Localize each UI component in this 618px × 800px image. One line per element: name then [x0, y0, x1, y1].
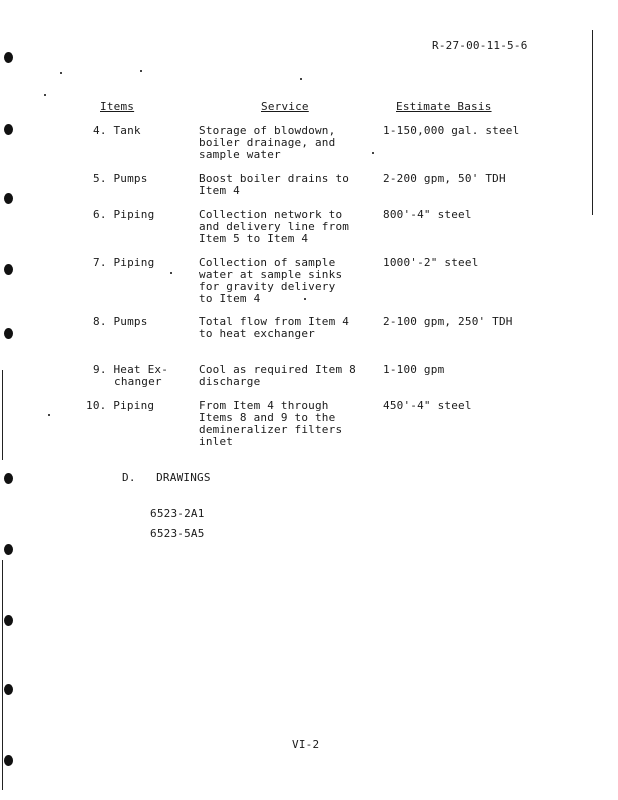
punch-hole-mark: [4, 615, 13, 626]
punch-hole-mark: [4, 328, 13, 339]
scan-speck: [304, 298, 306, 300]
row-item: 5. Pumps: [93, 172, 148, 185]
drawing-number: 6523-5A5: [150, 527, 205, 540]
row-item-continued: changer: [114, 375, 162, 388]
punch-hole-mark: [4, 52, 13, 63]
punch-hole-mark: [4, 684, 13, 695]
row-service-line: From Item 4 through: [199, 399, 329, 412]
row-item: 6. Piping: [93, 208, 155, 221]
row-estimate-basis: 2-200 gpm, 50' TDH: [383, 172, 506, 185]
row-service-line: water at sample sinks: [199, 268, 343, 281]
row-service-line: Total flow from Item 4: [199, 315, 350, 328]
row-item: 10. Piping: [86, 399, 155, 412]
punch-hole-mark: [4, 473, 13, 484]
row-estimate-basis: 1-100 gpm: [383, 363, 445, 376]
scan-speck: [140, 70, 142, 72]
row-item: 8. Pumps: [93, 315, 148, 328]
row-service-line: discharge: [199, 375, 261, 388]
row-service-line: Collection of sample: [199, 256, 336, 269]
page-number: VI-2: [292, 738, 320, 751]
row-item: 9. Heat Ex-: [93, 363, 169, 376]
row-item: 7. Piping: [93, 256, 155, 269]
scan-speck: [44, 94, 46, 96]
scan-speck: [372, 152, 374, 154]
punch-hole-mark: [4, 544, 13, 555]
punch-hole-mark: [4, 755, 13, 766]
row-service-line: for gravity delivery: [199, 280, 336, 293]
scan-edge-line: [592, 30, 593, 215]
column-header-service: Service: [261, 100, 309, 113]
row-service-line: boiler drainage, and: [199, 136, 336, 149]
row-service-line: Storage of blowdown,: [199, 124, 336, 137]
scan-speck: [48, 414, 50, 416]
punch-hole-mark: [4, 124, 13, 135]
drawing-number: 6523-2A1: [150, 507, 205, 520]
drawings-heading: D. DRAWINGS: [122, 471, 211, 484]
row-estimate-basis: 1000'-2" steel: [383, 256, 479, 269]
row-estimate-basis: 1-150,000 gal. steel: [383, 124, 520, 137]
column-header-estimate-basis: Estimate Basis: [396, 100, 492, 113]
row-service-line: Item 5 to Item 4: [199, 232, 309, 245]
scan-speck: [300, 78, 302, 80]
row-estimate-basis: 2-100 gpm, 250' TDH: [383, 315, 513, 328]
punch-hole-mark: [4, 264, 13, 275]
scan-speck: [60, 72, 62, 74]
row-estimate-basis: 450'-4" steel: [383, 399, 472, 412]
scan-edge-line: [2, 370, 3, 460]
row-service-line: and delivery line from: [199, 220, 350, 233]
row-service-line: Item 4: [199, 184, 240, 197]
row-estimate-basis: 800'-4" steel: [383, 208, 472, 221]
row-service-line: to Item 4: [199, 292, 261, 305]
column-header-items: Items: [100, 100, 135, 113]
scan-speck: [170, 272, 172, 274]
scan-edge-line: [2, 560, 3, 790]
row-service-line: Cool as required Item 8: [199, 363, 356, 376]
row-service-line: demineralizer filters: [199, 423, 343, 436]
row-item: 4. Tank: [93, 124, 141, 137]
row-service-line: to heat exchanger: [199, 327, 315, 340]
document-reference: R-27-00-11-5-6: [432, 39, 528, 52]
row-service-line: sample water: [199, 148, 281, 161]
row-service-line: Boost boiler drains to: [199, 172, 350, 185]
punch-hole-mark: [4, 193, 13, 204]
row-service-line: Items 8 and 9 to the: [199, 411, 336, 424]
row-service-line: Collection network to: [199, 208, 343, 221]
row-service-line: inlet: [199, 435, 234, 448]
